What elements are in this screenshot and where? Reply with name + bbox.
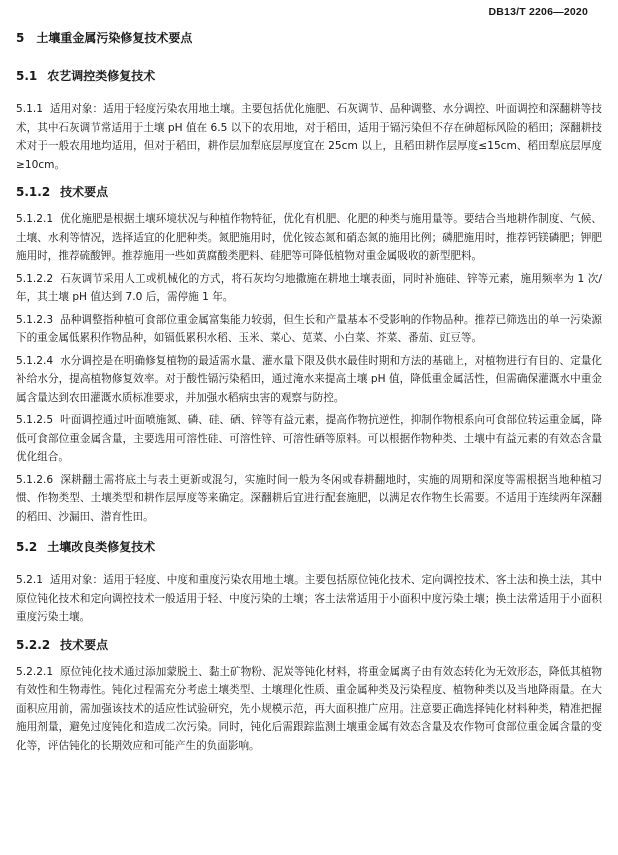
section-title: 技术要点: [60, 185, 109, 199]
paragraph-5-1-1: [16, 100, 602, 174]
paragraph-5-1-2-4: [16, 352, 602, 408]
section-number: 5.2.2: [16, 637, 51, 652]
paragraph-5-1-2-5: [16, 411, 602, 467]
section-number: 5.2: [16, 540, 38, 554]
clause-text: 适用对象：适用于轻度污染农用地土壤。主要包括优化施肥、石灰调节、品种调整、水分调控、叶面调控和深翻耕等技术，其中石灰调节常适用于土壤 pH 值在 6.5 以下的农用地，对于稻田，适用于镉污染但不存在砷超标风险的稻田；深翻耕技术对于一般农用地均适用，但对于稻田，耕作层加犁底层厚度宜在 25cm 以上，且稻田耕作层厚度≤15cm、稻田犁底层厚度≥10cm。: [16, 103, 602, 171]
clause-number: 5.1.2.1: [16, 213, 54, 225]
clause-text: 叶面调控通过叶面喷施氮、磷、硅、硒、锌等有益元素，提高作物抗逆性，抑制作物根系向可食部位转运重金属，降低可食部位重金属含量，主要选用可溶性硅、可溶性锌、可溶性硒等原料。可以根据作物种类、土壤中有益元素的有效态含量优化组合。: [16, 414, 602, 463]
clause-number: 5.1.2.2: [16, 272, 54, 285]
paragraph-5-1-2-3: [16, 311, 602, 348]
document-standard-number: DB13/T 2206—2020: [488, 6, 588, 18]
section-5-1-heading: [16, 68, 602, 84]
clause-text: 原位钝化技术通过添加蒙脱土、黏土矿物粉、泥炭等钝化材料，将重金属离子由有效态转化为无效形态，降低其植物有效性和生物毒性。钝化过程需充分考虑土壤类型、土壤理化性质、重金属种类及污染程度、植物种类以及当地降雨量。在大面积应用前，需加强该技术的适应性试验研究，先小规模示范，再大面积推广应用。注意要正确选择钝化材料种类，精准把握施用剂量，避免过度钝化和造成二次污染。同时，钝化后需跟踪监测土壤重金属有效态含量及农作物可食部位重金属含量的变化等，评估钝化的长期效应和可能产生的负面影响。: [16, 665, 602, 752]
clause-text: 深耕翻土需将底土与表土更新或混匀，实施时间一般为冬闲或春耕翻地时，实施的周期和深度等需根据当地种植习惯、作物类型、土壤类型和耕作层厚度等来确定。深翻耕后宜进行配套施肥，以满足农作物生长需要。不适用于连续两年深翻的稻田、沙漏田、潜育性田。: [16, 473, 602, 523]
paragraph-5-1-2-1: [16, 210, 602, 266]
clause-text: 水分调控是在明确修复植物的最适需水量、灌水量下限及供水最佳时期和方法的基础上，对植物进行有目的、定量化补给水分，提高植物修复效率。对于酸性镉污染稻田，通过淹水来提高土壤 pH 值，降低重金属活性，但需确保灌溉水中重金属含量达到农田灌溉水质标准要求，并加强水稻病虫害的观察与防控。: [16, 354, 602, 404]
section-title: 农艺调控类修复技术: [47, 69, 156, 83]
section-5-1-2-heading: [16, 184, 602, 200]
section-5-2-2-heading: [16, 637, 602, 653]
paragraph-5-2-2-1: [16, 663, 602, 756]
section-number: 5: [16, 31, 25, 45]
section-spacer: [16, 530, 602, 539]
section-title: 土壤改良类修复技术: [47, 540, 156, 554]
section-number: 5.1: [16, 69, 38, 83]
paragraph-5-1-2-2: [16, 270, 602, 307]
clause-number: 5.1.2.6: [16, 473, 54, 486]
paragraph-5-2-1: [16, 571, 602, 627]
clause-text: 优化施肥是根据土壤环境状况与种植作物特征，优化有机肥、化肥的种类与施用量等。要结合当地耕作制度、气候、土壤、水利等情况，选择适宜的化肥种类。氮肥施用时，优化铵态氮和硝态氮的施用比例；磷肥施用时，推荐钙镁磷肥；钾肥施用时，推荐硫酸钾。推荐施用一些如黄腐酸类肥料、硅肥等可降低植物对重金属吸收的新型肥料。: [16, 213, 602, 262]
clause-number: 5.2.1: [16, 574, 43, 586]
clause-text: 品种调整指种植可食部位重金属富集能力较弱，但生长和产量基本不受影响的作物品种。推荐已筛选出的单一污染源下的重金属低累积作物品种，如镉低累积水稻、玉米、菜心、苋菜、小白菜、芥菜、番茄、豇豆等。: [16, 313, 602, 344]
clause-text: 适用对象：适用于轻度、中度和重度污染农用地土壤。主要包括原位钝化技术、定向调控技术、客土法和换土法，其中原位钝化技术和定向调控技术一般适用于轻、中度污染的土壤；客土法常适用于小面积中度污染土壤；换土法常适用于小面积重度污染土壤。: [16, 574, 602, 623]
clause-number: 5.2.2.1: [16, 665, 54, 678]
paragraph-5-1-2-6: [16, 471, 602, 527]
section-title: 技术要点: [60, 637, 109, 652]
clause-text: 石灰调节采用人工或机械化的方式，将石灰均匀地撒施在耕地土壤表面，同时补施硅、锌等元素，施用频率为 1 次/年，其土壤 pH 值达到 7.0 后，需停施 1 年。: [16, 272, 602, 303]
section-number: 5.1.2: [16, 185, 51, 199]
clause-number: 5.1.1: [16, 103, 43, 115]
clause-number: 5.1.2.3: [16, 313, 54, 326]
document-body: [16, 30, 602, 759]
section-5-2-heading: [16, 539, 602, 555]
clause-number: 5.1.2.4: [16, 354, 54, 367]
section-5-heading: [16, 30, 602, 46]
section-title: 土壤重金属污染修复技术要点: [36, 31, 193, 45]
clause-number: 5.1.2.5: [16, 414, 54, 426]
